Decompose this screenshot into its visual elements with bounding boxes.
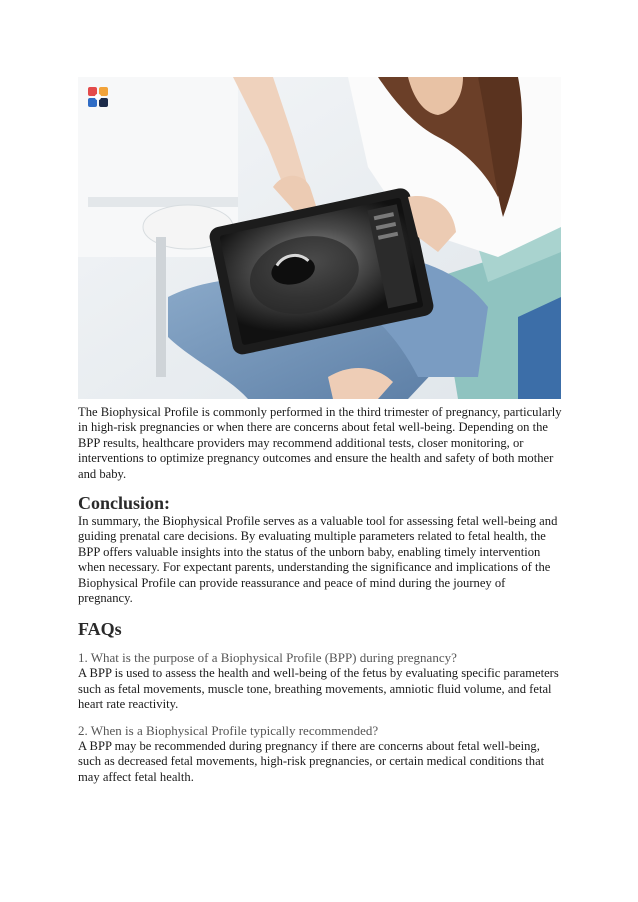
faq-question-2: 2. When is a Biophysical Profile typically recommended?: [78, 722, 379, 738]
document-content: [78, 405, 563, 785]
photo-illustration: [78, 77, 561, 399]
faq-question-1: 1. What is the purpose of a Biophysical Profile (BPP) during pregnancy?: [78, 650, 457, 666]
faq-answer-2: A BPP may be recommended during pregnancy if there are concerns about fetal well-being, such as decreased fetal movements, high-risk pregnancies, or certain medical conditions that may affect fetal health.: [78, 738, 545, 784]
brand-logo-icon: [86, 85, 110, 109]
conclusion-paragraph: In summary, the Biophysical Profile serves as a valuable tool for assessing fetal well-being and guiding prenatal care decisions. By evaluating multiple parameters related to fetal health, the BPP offers valuable insights into the status of the unborn baby, enabling timely intervention when necessary. For expectant parents, understanding the significance and implications of the Biophysical Profile can provide reassurance and peace of mind during the journey of pregnancy.: [78, 514, 558, 606]
faq-answer-1: A BPP is used to assess the health and well-being of the fetus by evaluating specific parameters such as fetal movements, muscle tone, breathing movements, amniotic fluid volume, and fetal heart rate reactivity.: [78, 666, 559, 712]
intro-paragraph: The Biophysical Profile is commonly performed in the third trimester of pregnancy, particularly in high-risk pregnancies or when there are concerns about fetal well-being. Depending on the BPP results, healthcare providers may recommend additional tests, closer monitoring, or interventions to optimize pregnancy outcomes and ensure the health and safety of both mother and baby.: [78, 405, 562, 481]
conclusion-heading: Conclusion:: [78, 493, 171, 514]
ultrasound-tablet-photo: [78, 77, 561, 399]
faqs-heading: FAQs: [78, 619, 122, 640]
